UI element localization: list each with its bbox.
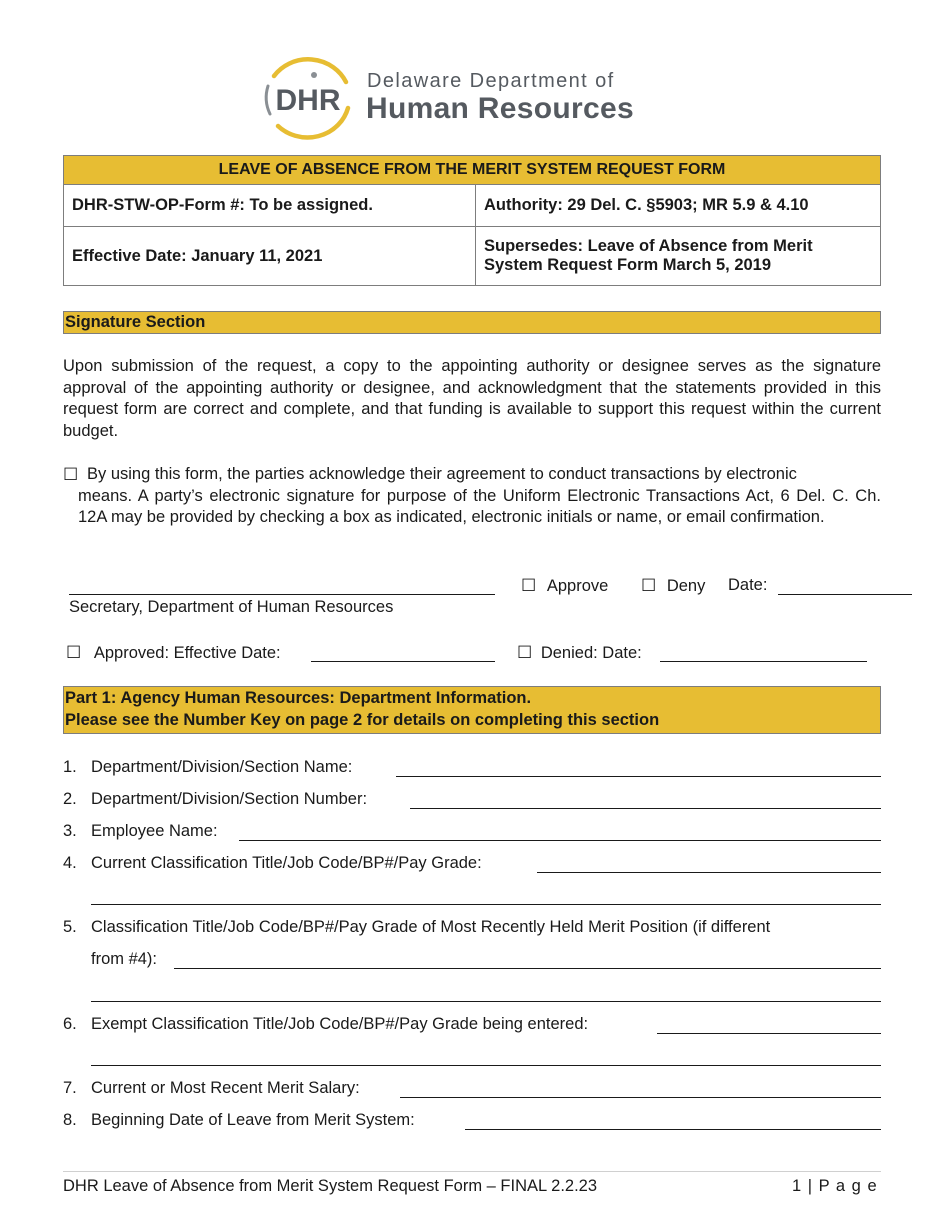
secretary-signature-line[interactable] [69,594,495,595]
supersedes [476,227,881,286]
supersedes-line1: Supersedes: Leave of Absence from Merit [484,237,813,255]
item-number: 7. [63,1079,77,1097]
form-header-table [63,155,881,286]
supersedes-line2: System Request Form March 5, 2019 [484,256,772,274]
form-title: LEAVE OF ABSENCE FROM THE MERIT SYSTEM REQUEST FORM [64,156,881,185]
ack-checkbox[interactable]: ☐ [63,465,79,484]
dhr-logo [256,52,676,142]
department-number-line[interactable] [410,808,881,809]
exempt-classification-line[interactable] [657,1033,881,1034]
denied-date-label: Denied: Date: [540,644,642,662]
item-label: Department/Division/Section Name: [91,758,353,776]
employee-name-line[interactable] [239,840,881,841]
item-label: Current or Most Recent Merit Salary: [91,1079,360,1097]
item-label: Current Classification Title/Job Code/BP#/Pay Grade: [91,854,482,872]
item-number: 6. [63,1015,77,1033]
authority: Authority: 29 Del. C. §5903; MR 5.9 & 4.10 [476,185,881,227]
recent-merit-position-line[interactable] [174,968,881,969]
current-classification-line[interactable] [537,872,881,873]
date-line[interactable] [778,594,912,595]
item-number: 8. [63,1111,77,1129]
current-classification-line-2[interactable] [91,904,881,905]
effective-date: Effective Date: January 11, 2021 [64,227,476,286]
approve-checkbox[interactable]: ☐ [521,576,537,595]
department-name-line[interactable] [396,776,881,777]
denied-date-option[interactable] [517,643,642,663]
item-label: Department/Division/Section Number: [91,790,368,808]
approved-effective-date-line[interactable] [311,661,495,662]
footer-form-name: DHR Leave of Absence from Merit System Request Form – FINAL 2.2.23 [63,1177,598,1195]
item-number: 1. [63,758,77,776]
item-number: 3. [63,822,77,840]
exempt-classification-line-2[interactable] [91,1065,881,1066]
approve-option[interactable] [521,576,608,596]
item-number: 2. [63,790,77,808]
part1-heading-line1: Part 1: Agency Human Resources: Department Information. [65,689,532,707]
approved-effective-option[interactable] [66,643,281,663]
recent-merit-position-line-2[interactable] [91,1001,881,1002]
form-number: DHR-STW-OP-Form #: To be assigned. [64,185,476,227]
electronic-ack [63,464,881,529]
deny-label: Deny [666,577,706,595]
denied-date-line[interactable] [660,661,867,662]
signature-section-heading-text: Signature Section [65,313,206,331]
logo-line2: Human Resources [366,92,634,125]
item-label-continued: from #4): [91,950,158,968]
approved-effective-label: Approved: Effective Date: [93,644,281,662]
secretary-label: Secretary, Department of Human Resources [69,598,394,616]
denied-checkbox[interactable]: ☐ [517,643,533,662]
item-label: Beginning Date of Leave from Merit System: [91,1111,415,1129]
ack-rest: means. A party’s electronic signature for purpose of the Uniform Electronic Transactions Act, 6 Del. C. Ch. 12A may be provided by checking a box as indicated, electronic initials or name, or email confirmation. [78,486,881,526]
footer-divider [63,1171,881,1172]
item-number: 5. [63,918,77,936]
part1-heading-line2: Please see the Number Key on page 2 for details on completing this section [65,711,660,729]
ack-line1: By using this form, the parties acknowledge their agreement to conduct transactions by electronic [87,465,797,483]
deny-checkbox[interactable]: ☐ [641,576,657,595]
logo-mark: DHR [275,84,341,117]
date-label: Date: [728,576,768,594]
signature-paragraph: Upon submission of the request, a copy to the appointing authority or designee serves as the signature approval of the appointing authority or designee, and acknowledgment that the statements provided in this request form are correct and complete, and that funding is available to support this request within the current budget. [63,357,881,440]
approved-checkbox[interactable]: ☐ [66,643,82,662]
item-label: Classification Title/Job Code/BP#/Pay Grade of Most Recently Held Merit Position (if different [91,918,771,936]
logo-line1: Delaware Department of [367,70,615,92]
approve-label: Approve [546,577,609,595]
merit-salary-line[interactable] [400,1097,881,1098]
leave-beginning-date-line[interactable] [465,1129,881,1130]
item-label: Exempt Classification Title/Job Code/BP#/Pay Grade being entered: [91,1015,589,1033]
deny-option[interactable] [641,576,705,596]
item-label: Employee Name: [91,822,218,840]
part1-heading [63,686,881,734]
footer-page-number: 1 | P a g e [792,1177,878,1195]
signature-section-heading [63,311,881,334]
item-number: 4. [63,854,77,872]
dhr-logo-icon [256,52,356,142]
